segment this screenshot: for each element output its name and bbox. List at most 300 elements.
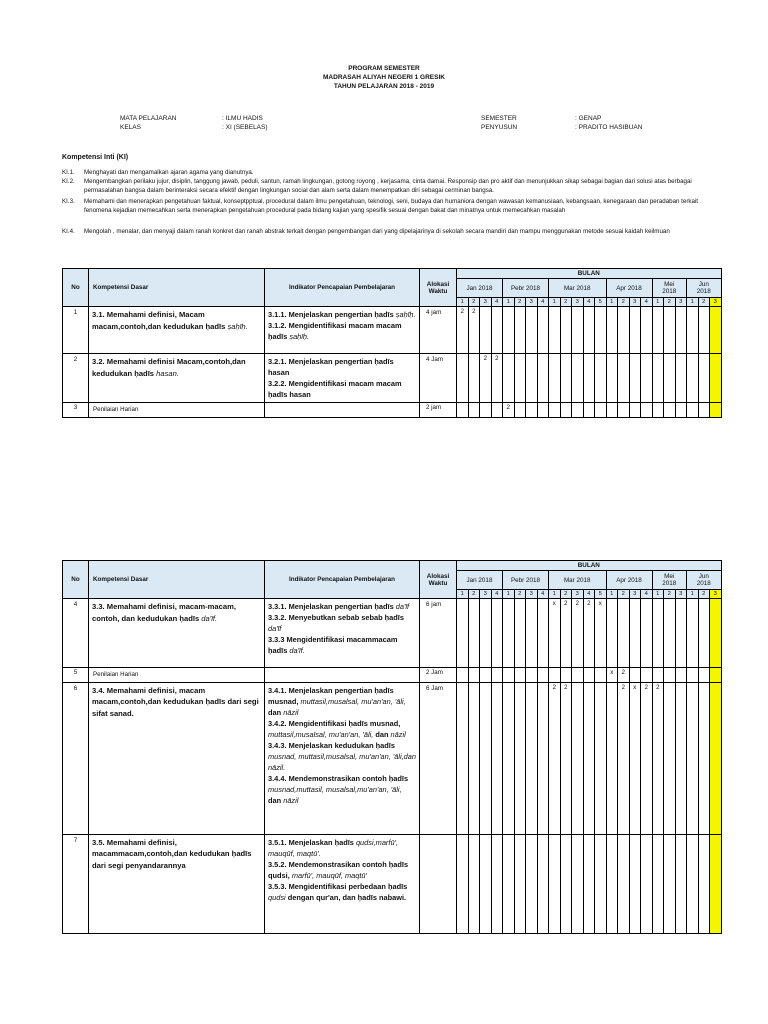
col-ind-header: Indikator Pencapaian Pembelajaran (265, 269, 420, 307)
week-cell (641, 307, 653, 354)
ki-number: KI.1. (62, 169, 75, 176)
alokasi-cell: 4 Jam (420, 354, 457, 403)
week-cell (698, 682, 710, 834)
week-cell (457, 682, 469, 834)
week-cell (629, 599, 641, 668)
week-number: 2 (698, 590, 710, 599)
indikator-italic: qudsi (268, 892, 286, 902)
week-cell (606, 403, 618, 418)
month-header (503, 279, 549, 298)
kompetensi-dasar-cell (89, 834, 265, 933)
week-cell (537, 682, 549, 834)
indikator-item (268, 740, 416, 773)
row-number: 6 (63, 682, 89, 834)
week-cell (595, 668, 607, 683)
kompetensi-dasar-cell (89, 354, 265, 403)
week-number: 1 (549, 298, 561, 307)
week-number: 1 (503, 298, 515, 307)
kd-italic: da'īf. (201, 613, 218, 623)
week-cell (595, 834, 607, 933)
indikator-main: Menjelaskan pengertian ḥadīs (288, 310, 394, 319)
month-name: Mar 2018 (563, 576, 591, 584)
row-number: 7 (63, 834, 89, 933)
month-name: Jun (698, 281, 709, 288)
week-cell (675, 834, 687, 933)
week-cell (618, 354, 630, 403)
week-number: 4 (641, 298, 653, 307)
alokasi-cell: 4 jam (420, 307, 457, 354)
week-cell: x (549, 599, 561, 668)
kelas-value: : XI (SEBELAS) (222, 124, 268, 131)
kd-text: Memahami definisi, macam macam,contoh,dan kedudukan ḥadīs dari segi sifat sanad. (92, 685, 259, 718)
week-cell (675, 682, 687, 834)
week-cell (560, 668, 572, 683)
week-number: 3 (629, 590, 641, 599)
week-cell: 2 (618, 668, 630, 683)
week-cell (664, 354, 676, 403)
week-cell (560, 403, 572, 418)
ki-text: Menghayati dan mengamalkan ajaran agama yang dianutnya. (84, 169, 254, 176)
indikator-number: 3.2.1. (268, 357, 287, 366)
week-cell: x (595, 599, 607, 668)
week-number: 3 (480, 590, 492, 599)
indikator-main: Mengidentifikasi macam macam ḥadīs (268, 321, 402, 341)
kd-italic: hasan. (156, 368, 179, 378)
kd-number: 3.5. (92, 837, 105, 847)
indikator-number: 3.3.2. (268, 613, 287, 622)
week-cell (629, 834, 641, 933)
week-cell (537, 668, 549, 683)
alokasi-line: Alokasi (426, 572, 450, 580)
week-number: 1 (457, 298, 469, 307)
month-name: Jan 2018 (466, 284, 493, 292)
week-number: 5 (595, 298, 607, 307)
indikator-italic: muttasil,musalsal, mu'an'an, 'āli, (268, 729, 374, 739)
col-alokasi-header (420, 269, 457, 307)
mapel-value: : ILMU HADIS (222, 115, 263, 122)
month-header (503, 571, 549, 590)
indikator-text (268, 602, 394, 611)
week-number: 2 (618, 590, 630, 599)
week-cell (468, 834, 480, 933)
week-cell (583, 354, 595, 403)
week-cell (618, 403, 630, 418)
kd-number: 3.2. (92, 357, 105, 366)
week-cell: 2 (491, 354, 503, 403)
indikator-cell (265, 682, 420, 834)
week-cell (572, 668, 584, 683)
week-cell (537, 307, 549, 354)
week-cell (606, 307, 618, 354)
week-cell (468, 599, 480, 668)
indikator-text (268, 741, 395, 750)
week-cell (491, 668, 503, 683)
kd-number: 3.3. (92, 602, 105, 611)
week-cell (687, 682, 699, 834)
week-cell (595, 354, 607, 403)
week-number: 3 (572, 298, 584, 307)
indikator-cell (265, 668, 420, 683)
week-cell (675, 403, 687, 418)
academic-year: TAHUN PELAJARAN 2018 - 2019 (333, 83, 435, 90)
month-name: Jan 2018 (466, 576, 493, 584)
week-cell (595, 682, 607, 834)
week-number: 1 (606, 590, 618, 599)
week-cell (710, 682, 722, 834)
week-number: 3 (526, 298, 538, 307)
ki-number: KI.4. (62, 228, 75, 235)
indikator-italic-end: nāzil (283, 795, 299, 805)
week-cell (560, 354, 572, 403)
week-number: 2 (468, 590, 480, 599)
week-cell (687, 307, 699, 354)
week-number: 3 (710, 590, 722, 599)
week-number: 2 (664, 298, 676, 307)
indikator-text (268, 719, 400, 728)
indikator-main: Mengidentifikasi macam macam ḥadīs hasan (268, 379, 402, 399)
week-cell (641, 834, 653, 933)
week-cell (710, 668, 722, 683)
week-number: 3 (675, 298, 687, 307)
week-number: 1 (652, 298, 664, 307)
week-cell (560, 834, 572, 933)
week-cell: 2 (572, 599, 584, 668)
col-kd-header: Kompetensi Dasar (89, 561, 265, 599)
indikator-italic: qudsi,marfū', mauqūf, maqtū'. (268, 837, 399, 858)
kd-number: 3.4. (92, 685, 105, 695)
week-cell (618, 307, 630, 354)
week-cell (503, 599, 515, 668)
week-cell (652, 599, 664, 668)
week-cell (526, 599, 538, 668)
indikator-italic: marfū', mauqūf, maqtū' (291, 870, 367, 880)
indikator-item (268, 685, 416, 718)
col-ind-header: Indikator Pencapaian Pembelajaran (265, 561, 420, 599)
indikator-italic-end: nāzil (283, 707, 299, 717)
week-cell (698, 307, 710, 354)
indikator-main: Menjelaskan ḥadīs (288, 837, 354, 847)
indikator-main: Menjelaskan kedudukan ḥadīs (288, 740, 395, 750)
indikator-number: 3.1.1. (268, 310, 287, 319)
week-number: 2 (514, 590, 526, 599)
week-cell (549, 834, 561, 933)
week-cell (687, 834, 699, 933)
indikator-italic: musnad, muttasil,musalsal, mu'an'an, 'āli,dan nāzil. (268, 751, 417, 772)
indikator-number: 3.4.4. (268, 773, 287, 783)
week-cell (457, 834, 469, 933)
header-row (63, 269, 722, 279)
kd-text: Memahami definisi, macam-macam, contoh, dan kedudukan ḥadīs (92, 602, 236, 623)
indikator-number: 3.1.2. (268, 321, 287, 330)
week-cell (503, 682, 515, 834)
week-cell (710, 403, 722, 418)
week-cell (526, 403, 538, 418)
indikator-number: 3.5.1. (268, 837, 287, 847)
kompetensi-dasar-cell (89, 599, 265, 668)
month-header (652, 571, 687, 590)
bulan-header: BULAN (457, 561, 722, 571)
week-cell (468, 403, 480, 418)
indikator-number: 3.5.3. (268, 881, 287, 891)
indikator-main: Mengidentifikasi perbedaan ḥadīs (288, 881, 408, 891)
week-cell: 2 (549, 682, 561, 834)
week-cell (503, 834, 515, 933)
week-number: 4 (641, 590, 653, 599)
indikator-main: Mendemonstrasikan contoh ḥadīs qudsi, (268, 859, 409, 880)
week-cell (514, 403, 526, 418)
kd-text: Memahami definisi, macammacam,contoh,dan kedudukan ḥadīs dari segi penyandarannya (92, 837, 252, 870)
week-cell (583, 403, 595, 418)
week-cell (641, 599, 653, 668)
week-number: 4 (583, 590, 595, 599)
indikator-number: 3.3.1. (268, 602, 287, 611)
indikator-number: 3.3.3 (268, 635, 285, 644)
week-number: 3 (710, 298, 722, 307)
week-cell (652, 403, 664, 418)
week-cell (480, 668, 492, 683)
table-row (63, 307, 722, 354)
week-cell (514, 354, 526, 403)
penyusun-value: : PRADITO HASIBUAN (575, 124, 643, 131)
week-cell: 2 (583, 599, 595, 668)
week-cell (629, 307, 641, 354)
week-number: 1 (687, 298, 699, 307)
col-no-header: No (63, 561, 89, 599)
indikator-italic: musnad,muttasil, musalsal,mu'an'an, 'āli, (268, 784, 402, 794)
week-cell (618, 834, 630, 933)
indikator-text (268, 357, 394, 377)
week-cell (457, 403, 469, 418)
week-number: 5 (595, 590, 607, 599)
week-cell (549, 307, 561, 354)
week-cell (480, 403, 492, 418)
indikator-cell (265, 307, 420, 354)
indikator-item (268, 881, 416, 903)
week-cell (480, 599, 492, 668)
week-cell (491, 403, 503, 418)
month-year: 2018 (696, 580, 711, 587)
month-header (457, 279, 503, 298)
week-number: 2 (468, 298, 480, 307)
week-cell (698, 668, 710, 683)
week-cell (710, 307, 722, 354)
week-number: 1 (503, 590, 515, 599)
week-cell (514, 682, 526, 834)
week-cell (652, 307, 664, 354)
week-cell (652, 354, 664, 403)
week-cell (664, 599, 676, 668)
week-cell (537, 403, 549, 418)
month-year: 2018 (662, 580, 677, 587)
ki-text: Memahami dan menerapkan pengetahuan faktual, konseptpptual, procedural dalam ilmu pengetahuan, teknologi, seni, budaya dan humaniora dengan wawasan kemanusiaan, kebangsaan, kenegaraan dan peradaban terkait fenomena kejadian memecahkan serta menerapkan pengetahuan procedural pada bidang kajian yang spesifik sesuai dengan bakat dan minatnya untuk memecahkan masalah (84, 198, 699, 214)
week-cell (698, 599, 710, 668)
week-cell (687, 668, 699, 683)
week-cell (526, 354, 538, 403)
row-number: 4 (63, 599, 89, 668)
week-cell (664, 668, 676, 683)
week-cell: x (606, 668, 618, 683)
indikator-post: dengan qur'an, dan ḥadīs nabawi. (287, 892, 407, 902)
week-number: 2 (560, 590, 572, 599)
indikator-post: dan (268, 795, 282, 805)
week-cell (480, 682, 492, 834)
month-name: Apr 2018 (616, 576, 642, 584)
week-cell (537, 599, 549, 668)
week-cell: 2 (641, 682, 653, 834)
indikator-main: Menjelaskan pengertian ḥadīs musnad, (268, 685, 394, 706)
week-cell: 2 (480, 354, 492, 403)
indikator-item (268, 773, 416, 806)
month-header (606, 279, 652, 298)
week-cell (468, 668, 480, 683)
month-name: Mar 2018 (563, 284, 591, 292)
week-number: 1 (687, 590, 699, 599)
school-name: MADRASAH ALIYAH NEGERI 1 GRESIK (323, 74, 445, 81)
alokasi-line: Alokasi (426, 280, 450, 288)
week-number: 3 (572, 590, 584, 599)
schedule-table-2 (62, 560, 722, 934)
week-number: 2 (664, 590, 676, 599)
col-kd-header: Kompetensi Dasar (89, 269, 265, 307)
indikator-number: 3.4.2. (268, 718, 287, 728)
month-name: Jun (698, 573, 709, 580)
week-cell (664, 403, 676, 418)
table-row (63, 599, 722, 668)
indikator-item (268, 356, 416, 378)
indikator-item (268, 634, 416, 656)
indikator-post: dan (375, 729, 389, 739)
week-cell (526, 307, 538, 354)
week-number: 1 (549, 590, 561, 599)
week-cell (457, 354, 469, 403)
ki-number: KI.2. (62, 178, 75, 185)
month-header (457, 571, 503, 590)
week-cell (514, 834, 526, 933)
indikator-item (268, 378, 416, 400)
semester-label: SEMESTER (481, 115, 517, 122)
week-cell (641, 668, 653, 683)
indikator-main: Menjelaskan pengertian ḥadīs hasan (268, 357, 394, 377)
week-cell (583, 834, 595, 933)
week-cell (687, 403, 699, 418)
week-cell (652, 834, 664, 933)
week-cell (583, 668, 595, 683)
ki-text: Mengolah , menalar, dan menyaji dalam ranah konkret dan ranah abstrak terkait dengan pengembangan dari yang dipelajarinya di sekolah secara mandiri dan mampu menggunakan metode sesuai kaidah keilmuan (84, 228, 670, 235)
week-cell (480, 307, 492, 354)
week-cell (710, 354, 722, 403)
indikator-italic: da'īf (395, 602, 410, 611)
week-cell (698, 403, 710, 418)
alokasi-cell: 6 jam (420, 599, 457, 668)
indikator-main: Menyebutkan sebab sebab ḥadīs (288, 613, 404, 622)
week-cell (629, 403, 641, 418)
week-cell (606, 354, 618, 403)
week-cell (503, 668, 515, 683)
week-cell (675, 307, 687, 354)
week-cell (583, 682, 595, 834)
week-number: 4 (491, 298, 503, 307)
month-name: Pebr 2018 (510, 576, 541, 584)
week-cell (675, 354, 687, 403)
indikator-main: Mengidentifikasi ḥadīs musnad, (288, 718, 401, 728)
indikator-item (268, 309, 416, 320)
ki-item (62, 178, 712, 196)
week-cell (606, 599, 618, 668)
week-number: 2 (618, 298, 630, 307)
indikator-main: Menjelaskan pengertian ḥadīs (288, 602, 394, 611)
week-cell: x (629, 682, 641, 834)
week-number: 2 (560, 298, 572, 307)
week-number: 3 (675, 590, 687, 599)
row-number: 2 (63, 354, 89, 403)
table-row (63, 403, 722, 418)
week-cell (503, 354, 515, 403)
indikator-text (268, 613, 404, 622)
schedule-table-1 (62, 268, 722, 418)
row-title: Penilaian Harian (89, 668, 265, 683)
week-cell (549, 403, 561, 418)
week-cell (537, 354, 549, 403)
month-year: 2018 (662, 288, 677, 295)
kd-italic: ṣaḥīḥ. (227, 321, 248, 331)
table-row (63, 682, 722, 834)
week-cell (687, 354, 699, 403)
indikator-cell (265, 403, 420, 418)
month-name: Apr 2018 (616, 284, 642, 292)
week-cell (641, 403, 653, 418)
indikator-post: dan (268, 707, 282, 717)
indikator-text (268, 379, 402, 399)
month-name: Mei (664, 573, 675, 580)
week-cell: 2 (503, 403, 515, 418)
week-cell (664, 307, 676, 354)
week-cell (491, 682, 503, 834)
week-number: 1 (606, 298, 618, 307)
indikator-italic: da'īf (268, 624, 282, 633)
week-cell (572, 354, 584, 403)
alokasi-cell: 2 Jam (420, 668, 457, 683)
week-cell (664, 682, 676, 834)
week-number: 2 (698, 298, 710, 307)
indikator-cell (265, 599, 420, 668)
week-number: 3 (629, 298, 641, 307)
indikator-item (268, 718, 416, 740)
indikator-item (268, 837, 416, 859)
semester-value: : GENAP (575, 115, 602, 122)
week-cell (698, 834, 710, 933)
indikator-number: 3.2.2. (268, 379, 287, 388)
week-cell: 2 (560, 682, 572, 834)
week-cell (514, 307, 526, 354)
week-cell (572, 834, 584, 933)
week-number: 1 (457, 590, 469, 599)
bulan-header: BULAN (457, 269, 722, 279)
week-cell (549, 354, 561, 403)
week-cell (491, 307, 503, 354)
week-cell (618, 599, 630, 668)
row-title: Penilaian Harian (89, 403, 265, 418)
week-cell (503, 307, 515, 354)
ki-text: Mengembangkan perilaku jujur, disiplin, tanggung jawab, peduli, santun, ramah lingkungan, gotong royong , kerjasama, cinta damai. Responsip dan pro aktif dan menunjukkan sikap sebagai bagian dari solusi atas berbagai permasalahan bangsa dalam berinteraksi secara efektif dengan lingkungan social dan alam serta dalam menempatkan diri sebagai cerminan bangsa. (84, 178, 692, 194)
week-cell (572, 403, 584, 418)
week-cell (526, 668, 538, 683)
month-header (687, 279, 722, 298)
kelas-label: KELAS (120, 124, 141, 131)
mapel-label: MATA PELAJARAN (120, 115, 177, 122)
indikator-cell (265, 834, 420, 933)
month-header (606, 571, 652, 590)
week-cell (698, 354, 710, 403)
